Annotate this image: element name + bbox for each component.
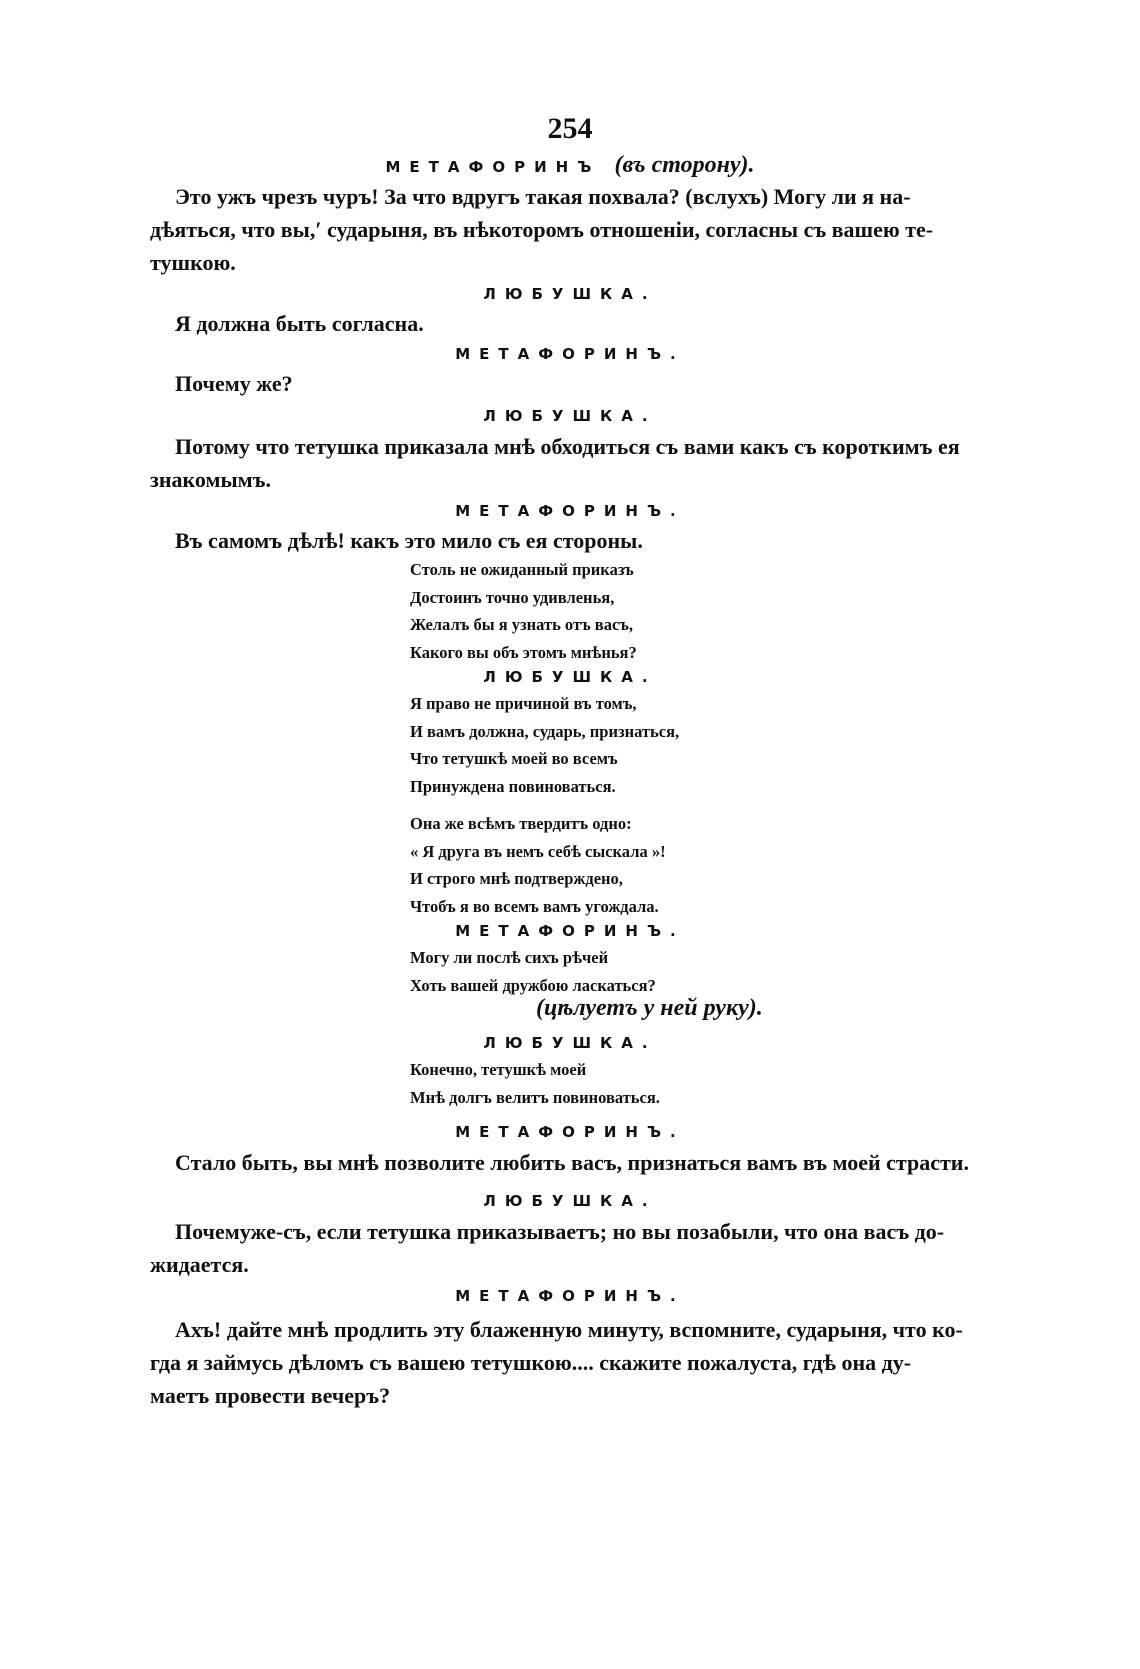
dialogue-paragraph <box>150 307 1010 340</box>
verse-line: Достоинъ точно удивленья, <box>410 587 615 607</box>
verse-stanza <box>410 1056 810 1111</box>
speaker-heading: МЕТАФОРИНЪ. <box>455 1287 685 1305</box>
verse-line: Что тетушкѣ моей во всемъ <box>410 749 618 768</box>
verse-line: Чтобъ я во всемъ вамъ угождала. <box>410 896 659 916</box>
verse-stanza <box>410 944 810 999</box>
verse-line: « Я друга въ немъ себѣ сыскала »! <box>410 841 666 861</box>
paragraph-line: Почемуже-съ, если тетушка приказываетъ; но вы позабыли, что она васъ до- <box>175 1219 945 1244</box>
verse-line: И вамъ должна, сударь, признаться, <box>410 721 680 741</box>
dialogue-paragraph <box>150 1313 1010 1412</box>
verse-line: Принуждена повиноваться. <box>410 776 616 796</box>
paragraph-line: Ахъ! дайте мнѣ продлить эту блаженную минуту, вспомните, сударыня, что ко- <box>175 1317 963 1342</box>
speaker-name: МЕТАФОРИНЪ <box>385 158 601 176</box>
verse-stanza <box>410 556 810 666</box>
verse-line: Конечно, тетушкѣ моей <box>410 1060 587 1079</box>
speaker-heading: ЛЮБУШКА. <box>483 407 657 425</box>
speaker-heading: МЕТАФОРИНЪ. <box>455 922 685 940</box>
stage-direction: (въ сторону). <box>614 152 755 178</box>
paragraph-line: тушкою. <box>150 250 236 275</box>
speaker-heading: ЛЮБУШКА. <box>483 668 657 686</box>
paragraph-line: Я должна быть согласна. <box>175 311 424 336</box>
verse-stanza <box>410 690 810 800</box>
dialogue-paragraph <box>150 180 1010 279</box>
speaker-heading: МЕТАФОРИНЪ. <box>455 345 685 363</box>
paragraph-line: Почему же? <box>175 371 293 396</box>
dialogue-paragraph <box>150 430 1010 496</box>
verse-line: Хоть вашей дружбою ласкаться? <box>410 975 656 995</box>
verse-line: И строго мнѣ подтверждено, <box>410 869 623 888</box>
speaker-heading: ЛЮБУШКА. <box>483 1034 657 1052</box>
speaker-heading: МЕТАФОРИНЪ. <box>455 1123 685 1141</box>
speaker-heading: ЛЮБУШКА. <box>483 1192 657 1210</box>
verse-stanza <box>410 810 810 920</box>
verse-line: Могу ли послѣ сихъ рѣчей <box>410 948 609 967</box>
verse-line: Какого вы объ этомъ мнѣнья? <box>410 642 637 662</box>
paragraph-line: Въ самомъ дѣлѣ! какъ это мило съ ея стороны. <box>175 528 643 553</box>
paragraph-line: Потому что тетушка приказала мнѣ обходиться съ вами какъ съ короткимъ ея <box>175 434 960 459</box>
dialogue-paragraph <box>150 1215 1010 1281</box>
verse-line: Она же всѣмъ твердитъ одно: <box>410 814 632 833</box>
paragraph-line: жидается. <box>150 1252 249 1277</box>
verse-line: Мнѣ долгъ велитъ повиноваться. <box>410 1087 660 1107</box>
dialogue-paragraph <box>150 524 1010 557</box>
speaker-heading: МЕТАФОРИНЪ. <box>455 502 685 520</box>
paragraph-line: гда я займусь дѣломъ съ вашею тетушкою.... скажите пожалуста, гдѣ она ду- <box>150 1350 912 1375</box>
stage-direction: (цѣлуетъ у ней руку). <box>536 995 763 1021</box>
speaker-heading: ЛЮБУШКА. <box>483 285 657 303</box>
dialogue-paragraph <box>150 367 1010 400</box>
verse-line: Столь не ожиданный приказъ <box>410 560 634 579</box>
dialogue-paragraph <box>150 1146 1010 1179</box>
page-number: 254 <box>547 112 593 145</box>
paragraph-line: Стало быть, вы мнѣ позволите любить васъ, признаться вамъ въ моей страсти. <box>175 1150 969 1175</box>
verse-line: Желалъ бы я узнать отъ васъ, <box>410 615 634 634</box>
paragraph-line: знакомымъ. <box>150 467 271 492</box>
paragraph-line: маетъ провести вечеръ? <box>150 1383 391 1408</box>
verse-line: Я право не причиной въ томъ, <box>410 694 637 713</box>
paragraph-line: дѣяться, что вы,′ сударыня, въ нѣкоторомъ отношеніи, согласны съ вашею те- <box>150 217 934 242</box>
paragraph-line: Это ужъ чрезъ чуръ! За что вдругъ такая похвала? (вслухъ) Могу ли я на- <box>175 184 911 209</box>
speaker-heading <box>150 154 990 178</box>
